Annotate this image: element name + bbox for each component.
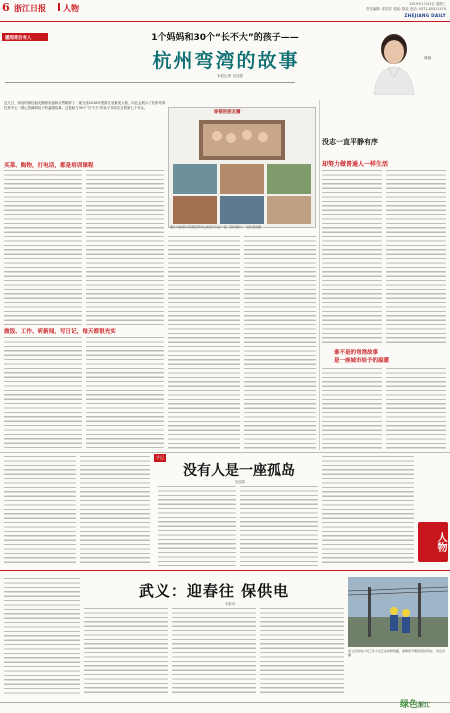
section-rule	[0, 452, 450, 453]
article-body	[84, 608, 168, 696]
newspaper-name: 浙江日报	[14, 3, 46, 13]
article-body	[260, 608, 344, 696]
article-body	[240, 486, 318, 566]
footer-brand-sub: 浙江	[418, 702, 431, 709]
subhead-shopping: 买菜、购物，打电话，都是培训课程	[4, 163, 94, 169]
editor-line: 责任编辑: 邓国芳 美编: 陈炎 电话: 0571-85311574	[365, 7, 446, 11]
power-worker-photo	[348, 577, 448, 647]
date-line: 2019年1月23日 星期三	[409, 2, 446, 6]
title-rule	[5, 82, 295, 83]
portrait-caption: 徐蓓	[424, 56, 432, 60]
article-body	[244, 236, 316, 450]
article-body	[4, 337, 82, 450]
right-headline-2	[334, 350, 444, 365]
page-number: 6	[2, 1, 10, 14]
section-badge: 人物	[418, 522, 448, 562]
article-body	[322, 368, 382, 450]
article-body	[4, 456, 76, 566]
column-tag: 暖闻背后有人	[2, 33, 48, 41]
article-body	[386, 368, 446, 450]
right-headline: 没志一直平静有序	[322, 138, 378, 146]
feature-intro: 这几日，徐蓓的微信朋友圈被祝福和点赞刷屏了：她当选2018年度浙江省最美人物，向社会展示了杭州弯湾托养中心一群心智障碍孩子的温暖故事。这是她与30个“长不大”的孩子共同走过的第七个年头。	[4, 101, 166, 111]
footer-brand-main: 绿色	[400, 700, 419, 710]
footer-brand	[400, 697, 430, 710]
feature-headline: 杭州弯湾的故事	[152, 50, 300, 72]
feature-kicker: 1个妈妈和30个“长不大”的孩子——	[151, 33, 299, 43]
article-body	[86, 170, 164, 325]
photo-title: 徐蓓的朋友圈	[214, 110, 241, 115]
right-headline-2-line2: 是一座城市给予的温暖	[334, 357, 390, 364]
photo-caption: 图片为徐蓓与弯湾托养中心的孩子们在一起（资料图片） 受访者供图	[170, 225, 261, 229]
brand-english: ZHEJIANG DAILY	[404, 13, 446, 18]
article-body	[158, 486, 236, 566]
section-divider	[58, 3, 60, 11]
bottom-headline: 武义：迎春往 保供电	[138, 582, 290, 600]
article-body	[4, 170, 82, 325]
essay-tab: 手记	[156, 455, 164, 460]
feature-byline: 本报记者 吴佳蔚	[216, 74, 244, 78]
header-meta	[306, 2, 446, 12]
article-body	[322, 170, 382, 345]
right-headline-2-line1: 谁不是的弯湾故事	[334, 350, 379, 356]
portrait-photo	[368, 25, 430, 95]
bottom-rule	[0, 570, 450, 571]
section-name: 人物	[63, 4, 79, 13]
article-body	[168, 236, 240, 450]
article-body	[172, 608, 256, 696]
column-rule	[319, 100, 320, 450]
essay-byline: 吴佳蔚	[235, 480, 245, 484]
wechat-moments-photo	[168, 107, 316, 228]
article-body	[4, 578, 80, 696]
subhead-daily-life: 做饭、工作、听新闻，写日记，每天都很充实	[4, 329, 116, 335]
essay-headline: 没有人是一座孤岛	[183, 463, 295, 479]
photo-collage	[169, 108, 315, 227]
article-body	[386, 170, 446, 345]
article-body	[86, 337, 164, 450]
page-header	[0, 0, 450, 22]
footer-rule	[0, 702, 450, 703]
article-body	[322, 456, 414, 566]
right-subheadline: 却努力做普通人一样生活	[322, 161, 389, 168]
article-body	[80, 456, 150, 566]
bottom-photo-caption: 武义县供电公司工作人员正在检修线路，保障春节期间居民用电。 朱启洪 摄	[348, 649, 445, 657]
bottom-byline: 本报讯	[225, 602, 235, 606]
